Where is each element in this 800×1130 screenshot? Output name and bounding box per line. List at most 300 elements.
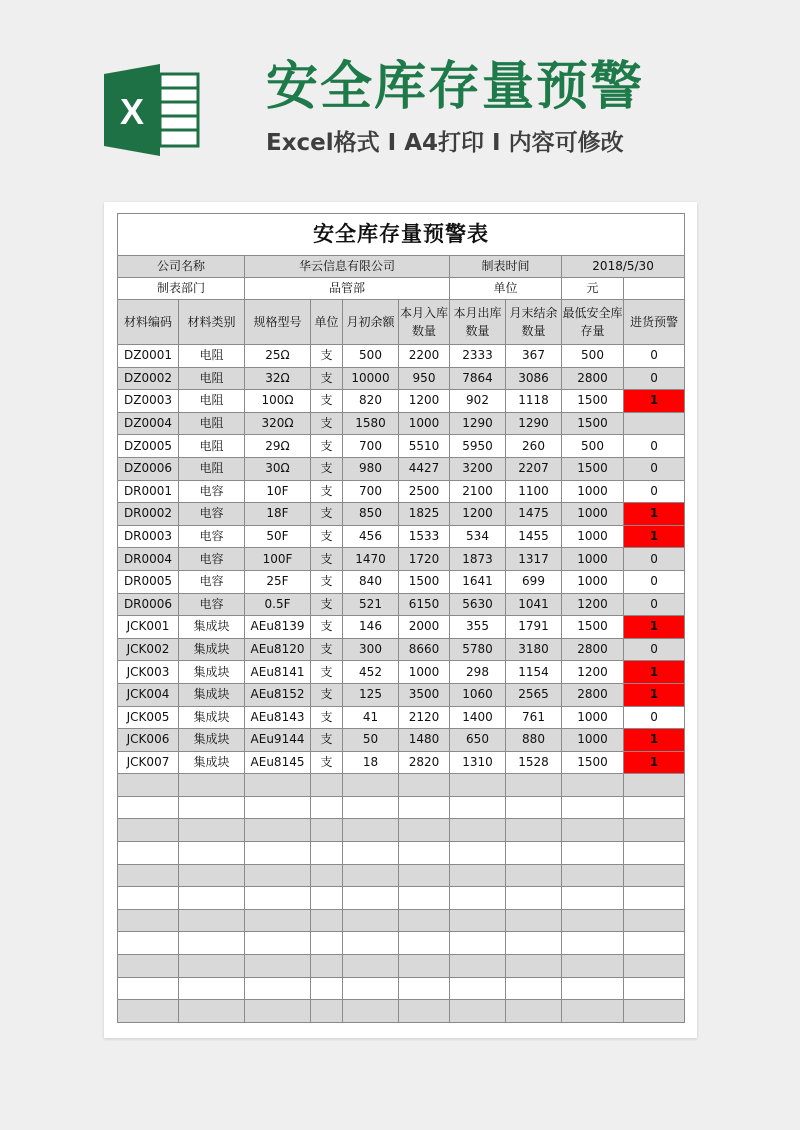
empty-cell[interactable]: [506, 842, 562, 865]
cell-min-stock[interactable]: 1000: [562, 548, 624, 571]
cell-inbound[interactable]: 1720: [399, 548, 450, 571]
empty-cell[interactable]: [450, 774, 506, 797]
cell-opening[interactable]: 700: [343, 480, 399, 503]
company-value[interactable]: 华云信息有限公司: [245, 256, 450, 278]
empty-cell[interactable]: [179, 909, 245, 932]
cell-opening[interactable]: 125: [343, 683, 399, 706]
cell-closing[interactable]: 260: [506, 435, 562, 458]
cell-alert[interactable]: 0: [624, 345, 685, 368]
cell-alert[interactable]: 0: [624, 570, 685, 593]
cell-inbound[interactable]: 950: [399, 367, 450, 390]
empty-cell[interactable]: [343, 774, 399, 797]
empty-cell[interactable]: [562, 977, 624, 1000]
cell-outbound[interactable]: 1400: [450, 706, 506, 729]
cell-outbound[interactable]: 5780: [450, 638, 506, 661]
cell-unit[interactable]: 支: [311, 661, 343, 684]
cell-category[interactable]: 电阻: [179, 345, 245, 368]
cell-min-stock[interactable]: 1000: [562, 480, 624, 503]
cell-min-stock[interactable]: 1500: [562, 457, 624, 480]
cell-opening[interactable]: 500: [343, 345, 399, 368]
empty-cell[interactable]: [245, 774, 311, 797]
cell-code[interactable]: JCK003: [118, 661, 179, 684]
empty-cell[interactable]: [311, 842, 343, 865]
empty-cell[interactable]: [118, 819, 179, 842]
empty-cell[interactable]: [311, 932, 343, 955]
cell-outbound[interactable]: 1873: [450, 548, 506, 571]
empty-cell[interactable]: [245, 977, 311, 1000]
cell-model[interactable]: 100F: [245, 548, 311, 571]
empty-cell[interactable]: [450, 977, 506, 1000]
empty-cell[interactable]: [343, 842, 399, 865]
cell-min-stock[interactable]: 1000: [562, 525, 624, 548]
cell-min-stock[interactable]: 1000: [562, 706, 624, 729]
unit-value[interactable]: 元: [562, 278, 624, 300]
cell-model[interactable]: AEu8143: [245, 706, 311, 729]
empty-cell[interactable]: [506, 955, 562, 978]
cell-opening[interactable]: 840: [343, 570, 399, 593]
empty-cell[interactable]: [245, 842, 311, 865]
empty-cell[interactable]: [399, 774, 450, 797]
cell-code[interactable]: DZ0005: [118, 435, 179, 458]
empty-cell[interactable]: [506, 932, 562, 955]
cell-closing[interactable]: 1290: [506, 412, 562, 435]
empty-cell[interactable]: [343, 909, 399, 932]
cell-inbound[interactable]: 8660: [399, 638, 450, 661]
empty-cell[interactable]: [450, 819, 506, 842]
cell-opening[interactable]: 10000: [343, 367, 399, 390]
cell-model[interactable]: 0.5F: [245, 593, 311, 616]
cell-category[interactable]: 集成块: [179, 751, 245, 774]
empty-cell[interactable]: [562, 864, 624, 887]
empty-cell[interactable]: [343, 1000, 399, 1023]
empty-cell[interactable]: [624, 909, 685, 932]
cell-unit[interactable]: 支: [311, 390, 343, 413]
cell-model[interactable]: 18F: [245, 503, 311, 526]
unit-extra-cell[interactable]: [624, 278, 685, 300]
empty-cell[interactable]: [399, 842, 450, 865]
cell-code[interactable]: DR0006: [118, 593, 179, 616]
cell-alert[interactable]: 1: [624, 751, 685, 774]
cell-model[interactable]: 50F: [245, 525, 311, 548]
cell-outbound[interactable]: 298: [450, 661, 506, 684]
empty-cell[interactable]: [179, 842, 245, 865]
cell-alert[interactable]: 0: [624, 638, 685, 661]
cell-outbound[interactable]: 650: [450, 729, 506, 752]
cell-outbound[interactable]: 1641: [450, 570, 506, 593]
empty-cell[interactable]: [311, 887, 343, 910]
cell-min-stock[interactable]: 2800: [562, 638, 624, 661]
cell-opening[interactable]: 521: [343, 593, 399, 616]
empty-cell[interactable]: [245, 909, 311, 932]
cell-inbound[interactable]: 1000: [399, 661, 450, 684]
cell-alert[interactable]: 0: [624, 367, 685, 390]
cell-closing[interactable]: 1528: [506, 751, 562, 774]
empty-cell[interactable]: [343, 819, 399, 842]
cell-inbound[interactable]: 2000: [399, 616, 450, 639]
empty-cell[interactable]: [118, 1000, 179, 1023]
empty-cell[interactable]: [450, 864, 506, 887]
cell-alert[interactable]: 1: [624, 661, 685, 684]
cell-alert[interactable]: 1: [624, 525, 685, 548]
empty-cell[interactable]: [562, 842, 624, 865]
cell-unit[interactable]: 支: [311, 345, 343, 368]
empty-cell[interactable]: [399, 887, 450, 910]
cell-min-stock[interactable]: 2800: [562, 683, 624, 706]
empty-cell[interactable]: [624, 955, 685, 978]
cell-outbound[interactable]: 534: [450, 525, 506, 548]
cell-min-stock[interactable]: 1200: [562, 593, 624, 616]
empty-cell[interactable]: [311, 774, 343, 797]
cell-inbound[interactable]: 1200: [399, 390, 450, 413]
empty-cell[interactable]: [343, 887, 399, 910]
empty-cell[interactable]: [399, 819, 450, 842]
empty-cell[interactable]: [311, 864, 343, 887]
cell-outbound[interactable]: 5630: [450, 593, 506, 616]
cell-unit[interactable]: 支: [311, 503, 343, 526]
empty-cell[interactable]: [450, 1000, 506, 1023]
empty-cell[interactable]: [179, 977, 245, 1000]
empty-cell[interactable]: [450, 842, 506, 865]
cell-category[interactable]: 电容: [179, 525, 245, 548]
empty-cell[interactable]: [506, 887, 562, 910]
cell-opening[interactable]: 146: [343, 616, 399, 639]
cell-category[interactable]: 电阻: [179, 367, 245, 390]
cell-alert[interactable]: 1: [624, 616, 685, 639]
empty-cell[interactable]: [118, 977, 179, 1000]
cell-outbound[interactable]: 1310: [450, 751, 506, 774]
empty-cell[interactable]: [506, 819, 562, 842]
date-value[interactable]: 2018/5/30: [562, 256, 685, 278]
cell-closing[interactable]: 2207: [506, 457, 562, 480]
cell-inbound[interactable]: 3500: [399, 683, 450, 706]
cell-unit[interactable]: 支: [311, 616, 343, 639]
cell-model[interactable]: AEu8141: [245, 661, 311, 684]
empty-cell[interactable]: [343, 796, 399, 819]
cell-category[interactable]: 电容: [179, 480, 245, 503]
cell-closing[interactable]: 880: [506, 729, 562, 752]
cell-opening[interactable]: 820: [343, 390, 399, 413]
cell-outbound[interactable]: 3200: [450, 457, 506, 480]
empty-cell[interactable]: [399, 955, 450, 978]
cell-category[interactable]: 集成块: [179, 616, 245, 639]
empty-cell[interactable]: [343, 955, 399, 978]
cell-model[interactable]: AEu9144: [245, 729, 311, 752]
cell-code[interactable]: DZ0002: [118, 367, 179, 390]
dept-value[interactable]: 品管部: [245, 278, 450, 300]
cell-model[interactable]: 25F: [245, 570, 311, 593]
empty-cell[interactable]: [399, 932, 450, 955]
cell-closing[interactable]: 1041: [506, 593, 562, 616]
cell-inbound[interactable]: 2820: [399, 751, 450, 774]
empty-cell[interactable]: [245, 796, 311, 819]
empty-cell[interactable]: [506, 796, 562, 819]
cell-code[interactable]: JCK001: [118, 616, 179, 639]
cell-outbound[interactable]: 1290: [450, 412, 506, 435]
empty-cell[interactable]: [506, 1000, 562, 1023]
cell-opening[interactable]: 1470: [343, 548, 399, 571]
empty-cell[interactable]: [245, 887, 311, 910]
cell-unit[interactable]: 支: [311, 570, 343, 593]
cell-outbound[interactable]: 2333: [450, 345, 506, 368]
empty-cell[interactable]: [562, 909, 624, 932]
cell-model[interactable]: AEu8120: [245, 638, 311, 661]
empty-cell[interactable]: [562, 1000, 624, 1023]
cell-min-stock[interactable]: 1000: [562, 729, 624, 752]
cell-unit[interactable]: 支: [311, 480, 343, 503]
empty-cell[interactable]: [179, 932, 245, 955]
cell-model[interactable]: 100Ω: [245, 390, 311, 413]
empty-cell[interactable]: [399, 1000, 450, 1023]
cell-opening[interactable]: 41: [343, 706, 399, 729]
cell-unit[interactable]: 支: [311, 457, 343, 480]
cell-closing[interactable]: 3180: [506, 638, 562, 661]
empty-cell[interactable]: [343, 864, 399, 887]
empty-cell[interactable]: [506, 864, 562, 887]
cell-outbound[interactable]: 902: [450, 390, 506, 413]
empty-cell[interactable]: [343, 932, 399, 955]
cell-inbound[interactable]: 4427: [399, 457, 450, 480]
empty-cell[interactable]: [506, 909, 562, 932]
cell-outbound[interactable]: 5950: [450, 435, 506, 458]
cell-outbound[interactable]: 1060: [450, 683, 506, 706]
cell-alert[interactable]: 0: [624, 480, 685, 503]
empty-cell[interactable]: [179, 796, 245, 819]
cell-alert[interactable]: 1: [624, 729, 685, 752]
cell-opening[interactable]: 18: [343, 751, 399, 774]
cell-closing[interactable]: 1455: [506, 525, 562, 548]
cell-inbound[interactable]: 1533: [399, 525, 450, 548]
cell-model[interactable]: AEu8145: [245, 751, 311, 774]
empty-cell[interactable]: [118, 909, 179, 932]
cell-category[interactable]: 电阻: [179, 435, 245, 458]
empty-cell[interactable]: [118, 932, 179, 955]
cell-code[interactable]: JCK007: [118, 751, 179, 774]
cell-model[interactable]: 29Ω: [245, 435, 311, 458]
cell-unit[interactable]: 支: [311, 548, 343, 571]
cell-alert[interactable]: 0: [624, 593, 685, 616]
cell-code[interactable]: JCK004: [118, 683, 179, 706]
cell-category[interactable]: 集成块: [179, 706, 245, 729]
cell-category[interactable]: 电阻: [179, 390, 245, 413]
cell-alert[interactable]: 0: [624, 706, 685, 729]
cell-inbound[interactable]: 2120: [399, 706, 450, 729]
cell-unit[interactable]: 支: [311, 683, 343, 706]
empty-cell[interactable]: [624, 774, 685, 797]
empty-cell[interactable]: [311, 977, 343, 1000]
empty-cell[interactable]: [399, 796, 450, 819]
empty-cell[interactable]: [118, 955, 179, 978]
empty-cell[interactable]: [118, 796, 179, 819]
cell-unit[interactable]: 支: [311, 593, 343, 616]
empty-cell[interactable]: [245, 932, 311, 955]
cell-min-stock[interactable]: 1500: [562, 616, 624, 639]
cell-code[interactable]: JCK005: [118, 706, 179, 729]
empty-cell[interactable]: [179, 1000, 245, 1023]
cell-opening[interactable]: 456: [343, 525, 399, 548]
cell-closing[interactable]: 367: [506, 345, 562, 368]
empty-cell[interactable]: [118, 774, 179, 797]
empty-cell[interactable]: [624, 796, 685, 819]
cell-unit[interactable]: 支: [311, 412, 343, 435]
empty-cell[interactable]: [311, 796, 343, 819]
empty-cell[interactable]: [562, 932, 624, 955]
empty-cell[interactable]: [179, 819, 245, 842]
cell-unit[interactable]: 支: [311, 729, 343, 752]
cell-code[interactable]: JCK002: [118, 638, 179, 661]
cell-category[interactable]: 集成块: [179, 683, 245, 706]
cell-outbound[interactable]: 1200: [450, 503, 506, 526]
cell-closing[interactable]: 2565: [506, 683, 562, 706]
cell-closing[interactable]: 1791: [506, 616, 562, 639]
empty-cell[interactable]: [118, 864, 179, 887]
cell-opening[interactable]: 850: [343, 503, 399, 526]
cell-outbound[interactable]: 355: [450, 616, 506, 639]
cell-unit[interactable]: 支: [311, 638, 343, 661]
cell-inbound[interactable]: 1480: [399, 729, 450, 752]
cell-code[interactable]: DR0005: [118, 570, 179, 593]
empty-cell[interactable]: [311, 909, 343, 932]
cell-closing[interactable]: 3086: [506, 367, 562, 390]
cell-code[interactable]: DR0001: [118, 480, 179, 503]
cell-opening[interactable]: 980: [343, 457, 399, 480]
cell-alert[interactable]: 0: [624, 548, 685, 571]
cell-category[interactable]: 电容: [179, 570, 245, 593]
cell-code[interactable]: DZ0003: [118, 390, 179, 413]
cell-closing[interactable]: 699: [506, 570, 562, 593]
cell-unit[interactable]: 支: [311, 751, 343, 774]
empty-cell[interactable]: [506, 977, 562, 1000]
cell-model[interactable]: 32Ω: [245, 367, 311, 390]
cell-min-stock[interactable]: 1000: [562, 503, 624, 526]
cell-category[interactable]: 集成块: [179, 661, 245, 684]
cell-model[interactable]: 30Ω: [245, 457, 311, 480]
cell-unit[interactable]: 支: [311, 706, 343, 729]
cell-min-stock[interactable]: 1200: [562, 661, 624, 684]
empty-cell[interactable]: [624, 977, 685, 1000]
cell-opening[interactable]: 50: [343, 729, 399, 752]
empty-cell[interactable]: [179, 887, 245, 910]
cell-closing[interactable]: 1118: [506, 390, 562, 413]
empty-cell[interactable]: [624, 819, 685, 842]
cell-model[interactable]: AEu8139: [245, 616, 311, 639]
cell-unit[interactable]: 支: [311, 525, 343, 548]
cell-code[interactable]: DZ0004: [118, 412, 179, 435]
cell-code[interactable]: DZ0001: [118, 345, 179, 368]
cell-opening[interactable]: 300: [343, 638, 399, 661]
cell-min-stock[interactable]: 1500: [562, 390, 624, 413]
empty-cell[interactable]: [245, 955, 311, 978]
empty-cell[interactable]: [624, 864, 685, 887]
cell-min-stock[interactable]: 1500: [562, 412, 624, 435]
empty-cell[interactable]: [245, 1000, 311, 1023]
empty-cell[interactable]: [179, 774, 245, 797]
cell-opening[interactable]: 452: [343, 661, 399, 684]
cell-alert[interactable]: 1: [624, 683, 685, 706]
empty-cell[interactable]: [450, 796, 506, 819]
empty-cell[interactable]: [245, 819, 311, 842]
cell-alert[interactable]: 0: [624, 457, 685, 480]
empty-cell[interactable]: [562, 819, 624, 842]
empty-cell[interactable]: [311, 955, 343, 978]
cell-model[interactable]: 25Ω: [245, 345, 311, 368]
cell-code[interactable]: DR0004: [118, 548, 179, 571]
cell-min-stock[interactable]: 500: [562, 345, 624, 368]
cell-min-stock[interactable]: 2800: [562, 367, 624, 390]
cell-category[interactable]: 电容: [179, 548, 245, 571]
empty-cell[interactable]: [118, 842, 179, 865]
cell-category[interactable]: 电容: [179, 503, 245, 526]
cell-outbound[interactable]: 7864: [450, 367, 506, 390]
empty-cell[interactable]: [311, 1000, 343, 1023]
cell-code[interactable]: JCK006: [118, 729, 179, 752]
cell-category[interactable]: 集成块: [179, 729, 245, 752]
cell-alert[interactable]: 1: [624, 390, 685, 413]
empty-cell[interactable]: [179, 864, 245, 887]
empty-cell[interactable]: [245, 864, 311, 887]
cell-outbound[interactable]: 2100: [450, 480, 506, 503]
cell-inbound[interactable]: 2500: [399, 480, 450, 503]
cell-code[interactable]: DZ0006: [118, 457, 179, 480]
cell-unit[interactable]: 支: [311, 435, 343, 458]
empty-cell[interactable]: [399, 977, 450, 1000]
empty-cell[interactable]: [450, 955, 506, 978]
empty-cell[interactable]: [343, 977, 399, 1000]
empty-cell[interactable]: [399, 909, 450, 932]
empty-cell[interactable]: [624, 1000, 685, 1023]
empty-cell[interactable]: [450, 887, 506, 910]
cell-min-stock[interactable]: 1000: [562, 570, 624, 593]
cell-closing[interactable]: 1317: [506, 548, 562, 571]
cell-code[interactable]: DR0003: [118, 525, 179, 548]
cell-inbound[interactable]: 1825: [399, 503, 450, 526]
empty-cell[interactable]: [624, 842, 685, 865]
cell-opening[interactable]: 700: [343, 435, 399, 458]
cell-category[interactable]: 电阻: [179, 457, 245, 480]
empty-cell[interactable]: [450, 909, 506, 932]
cell-min-stock[interactable]: 1500: [562, 751, 624, 774]
empty-cell[interactable]: [624, 932, 685, 955]
cell-category[interactable]: 集成块: [179, 638, 245, 661]
cell-model[interactable]: 320Ω: [245, 412, 311, 435]
empty-cell[interactable]: [399, 864, 450, 887]
empty-cell[interactable]: [562, 955, 624, 978]
cell-model[interactable]: AEu8152: [245, 683, 311, 706]
cell-unit[interactable]: 支: [311, 367, 343, 390]
cell-code[interactable]: DR0002: [118, 503, 179, 526]
empty-cell[interactable]: [179, 955, 245, 978]
cell-inbound[interactable]: 1500: [399, 570, 450, 593]
empty-cell[interactable]: [562, 774, 624, 797]
empty-cell[interactable]: [624, 887, 685, 910]
cell-closing[interactable]: 1100: [506, 480, 562, 503]
empty-cell[interactable]: [562, 796, 624, 819]
cell-category[interactable]: 电容: [179, 593, 245, 616]
cell-alert[interactable]: 1: [624, 503, 685, 526]
cell-category[interactable]: 电阻: [179, 412, 245, 435]
cell-min-stock[interactable]: 500: [562, 435, 624, 458]
cell-alert[interactable]: [624, 412, 685, 435]
cell-opening[interactable]: 1580: [343, 412, 399, 435]
cell-inbound[interactable]: 2200: [399, 345, 450, 368]
empty-cell[interactable]: [118, 887, 179, 910]
cell-closing[interactable]: 1475: [506, 503, 562, 526]
cell-alert[interactable]: 0: [624, 435, 685, 458]
cell-inbound[interactable]: 5510: [399, 435, 450, 458]
cell-inbound[interactable]: 1000: [399, 412, 450, 435]
empty-cell[interactable]: [562, 887, 624, 910]
empty-cell[interactable]: [450, 932, 506, 955]
cell-closing[interactable]: 761: [506, 706, 562, 729]
